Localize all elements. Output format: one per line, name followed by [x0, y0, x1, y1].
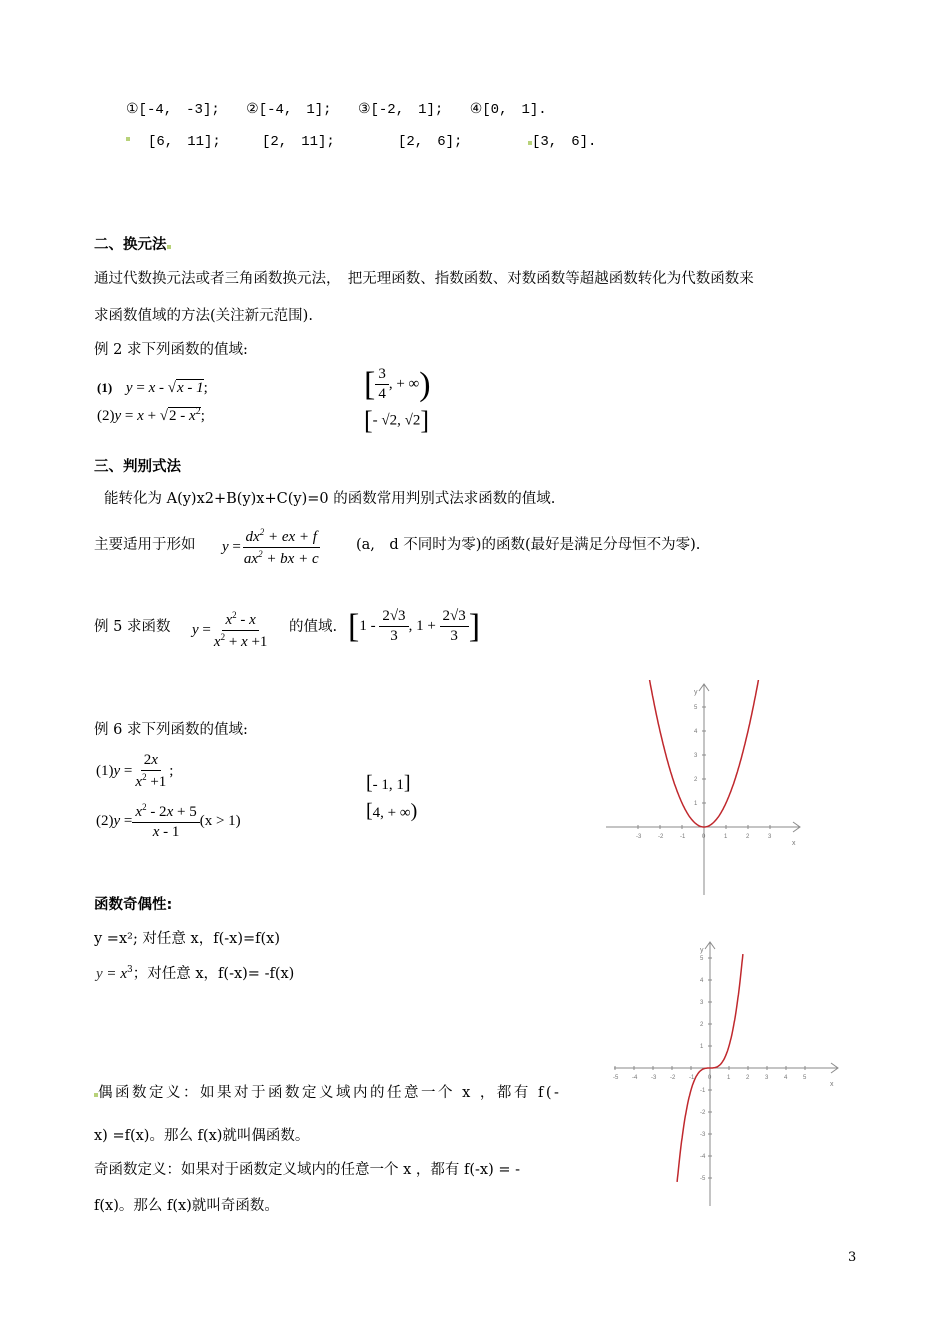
x-tick-label: -3: [636, 834, 642, 840]
y-tick-label: 1: [700, 1044, 704, 1050]
x-tick-label: -1: [689, 1075, 695, 1081]
y-tick-label: -1: [700, 1088, 706, 1094]
parity-line-2: $y = x^3$；对任意 x，f(-x)= -f(x): [96, 965, 295, 982]
page-number: 3: [848, 1250, 857, 1265]
section-3-desc-2-suffix: (a, d 不同时为零)的函数(最好是满足分母恒不为零).: [356, 537, 701, 553]
odd-definition-2: f(x)。那么 f(x)就叫奇函数。: [94, 1198, 279, 1214]
interval-2b: [2, 11];: [262, 134, 335, 150]
section-2-title: 二、换元法: [94, 233, 171, 254]
x-tick-label: 1: [727, 1075, 731, 1081]
interval-row-2: [126, 130, 626, 150]
example-6-answer-1: [- 1, 1]: [366, 772, 411, 794]
formula-label: (1): [97, 380, 113, 395]
interval-1b: ②[-4, 1];: [246, 102, 332, 118]
even-definition-2: x) =f(x)。那么 f(x)就叫偶函数。: [94, 1128, 310, 1144]
y-tick-label: -2: [700, 1110, 706, 1116]
x-tick-label: -1: [680, 834, 686, 840]
interval-1c: ③[-2, 1];: [357, 102, 444, 118]
general-form-formula: y = $\frac{dx^2 + ex + f}{ax^2 + bx + c}$: [222, 527, 319, 568]
example-6-formula-2: (2)y = $\frac{x^2 - 2x + 5}{x - 1}$ (x > 1): [96, 802, 241, 841]
interval-1d: ④[0, 1].: [469, 102, 547, 118]
interval-2d: [3, 6].: [528, 130, 596, 150]
example-6-answer-2: [4, + ∞): [366, 800, 418, 822]
y-tick-label: 5: [694, 705, 698, 711]
x-tick-label: 2: [746, 834, 750, 840]
y-tick-label: 3: [700, 1000, 704, 1006]
y-tick-label: 2: [700, 1022, 704, 1028]
graph-axes: [606, 684, 800, 895]
y-tick-label: -4: [700, 1154, 706, 1160]
graph-axes: [613, 942, 838, 1206]
fraction: $\frac{3}{4}$: [375, 366, 389, 404]
x-tick-label: 4: [784, 1075, 788, 1081]
interval-2a: [6, 11];: [148, 134, 221, 150]
graph-x-squared: [600, 680, 810, 900]
example-6-heading: 例 6 求下列函数的值域:: [94, 722, 248, 738]
x-tick-label: 3: [765, 1075, 769, 1081]
y-tick-label: 1: [694, 801, 698, 807]
x-tick-label: -4: [632, 1075, 638, 1081]
example-2-answer-1: [ $\frac{3}{4}$ , + ∞): [364, 365, 431, 403]
example-6-formula-1: (1)y = $\frac{2x}{x^2 +1}$ ;: [96, 752, 174, 791]
x-tick-label: 3: [768, 834, 772, 840]
x-axis-label: x: [830, 1081, 834, 1088]
parity-line-1: y =x²; 对任意 x，f(-x)=f(x): [94, 931, 280, 947]
section-2-desc-2: 求函数值域的方法(关注新元范围).: [94, 308, 313, 324]
graph-x-cubed: [612, 940, 842, 1210]
y-axis-label: y: [700, 947, 704, 954]
even-definition-1: 偶函数定义：如果对于函数定义域内的任意一个 x ，都有 f(-: [94, 1081, 561, 1102]
x-tick-label: 5: [803, 1075, 807, 1081]
y-tick-label: 3: [694, 753, 698, 759]
x-axis-label: x: [792, 840, 796, 847]
y-tick-label: -5: [700, 1176, 706, 1182]
y-tick-label: -3: [700, 1132, 706, 1138]
section-2-desc-1: 通过代数换元法或者三角函数换元法， 把无理函数、指数函数、对数函数等超越函数转化为代数函数来: [94, 271, 754, 287]
example-2-answer-2: [- √2, √2]: [364, 406, 430, 435]
formula-label: (2): [97, 408, 115, 424]
y-tick-label: 4: [694, 729, 698, 735]
example-5-answer: [1 - $\frac{2√3}{3}$ , 1 + $\frac{2√3}{3}$ ]: [348, 607, 481, 645]
x-tick-label: -3: [651, 1075, 657, 1081]
y-tick-label: 4: [700, 978, 704, 984]
x-tick-label: 1: [724, 834, 728, 840]
section-3-desc-2: 主要适用于形如: [94, 537, 196, 553]
example-5-prefix: 例 5 求函数: [94, 619, 171, 635]
example-2-heading: 例 2 求下列函数的值域:: [94, 342, 248, 358]
x-tick-label: -5: [613, 1075, 619, 1081]
y-tick-label: 5: [700, 956, 704, 962]
section-3-desc-1: 能转化为 A(y)x2+B(y)x+C(y)=0 的函数常用判别式法求函数的值域.: [104, 491, 556, 507]
x-tick-label: -2: [658, 834, 664, 840]
y-axis-label: y: [694, 689, 698, 696]
example-5-suffix: 的值域.: [289, 619, 338, 635]
parity-title: 函数奇偶性:: [94, 897, 173, 913]
x-tick-label: -2: [670, 1075, 676, 1081]
interval-1a: ①[-4, -3];: [126, 102, 220, 118]
y-tick-label: 2: [694, 777, 698, 783]
marker-dot: [126, 137, 130, 141]
marker-dot: [167, 245, 171, 249]
example-2-formula-2: $(2)y = x + √2 - x^2$;: [97, 406, 205, 424]
x-tick-label: 0: [702, 834, 706, 840]
example-2-formula-1: (1) y = x - √x - 1;: [97, 380, 208, 396]
example-5-formula: y = $\frac{x^2 - x}{x^2 + x +1}$: [192, 610, 268, 651]
interval-row-1: [126, 98, 547, 118]
x-tick-label: 0: [708, 1075, 712, 1081]
x-tick-label: 2: [746, 1075, 750, 1081]
section-3-title: 三、判别式法: [94, 459, 181, 475]
odd-definition-1: 奇函数定义：如果对于函数定义域内的任意一个 x ，都有 f(-x) = -: [94, 1162, 521, 1178]
interval-2c: [2, 6];: [398, 134, 463, 150]
